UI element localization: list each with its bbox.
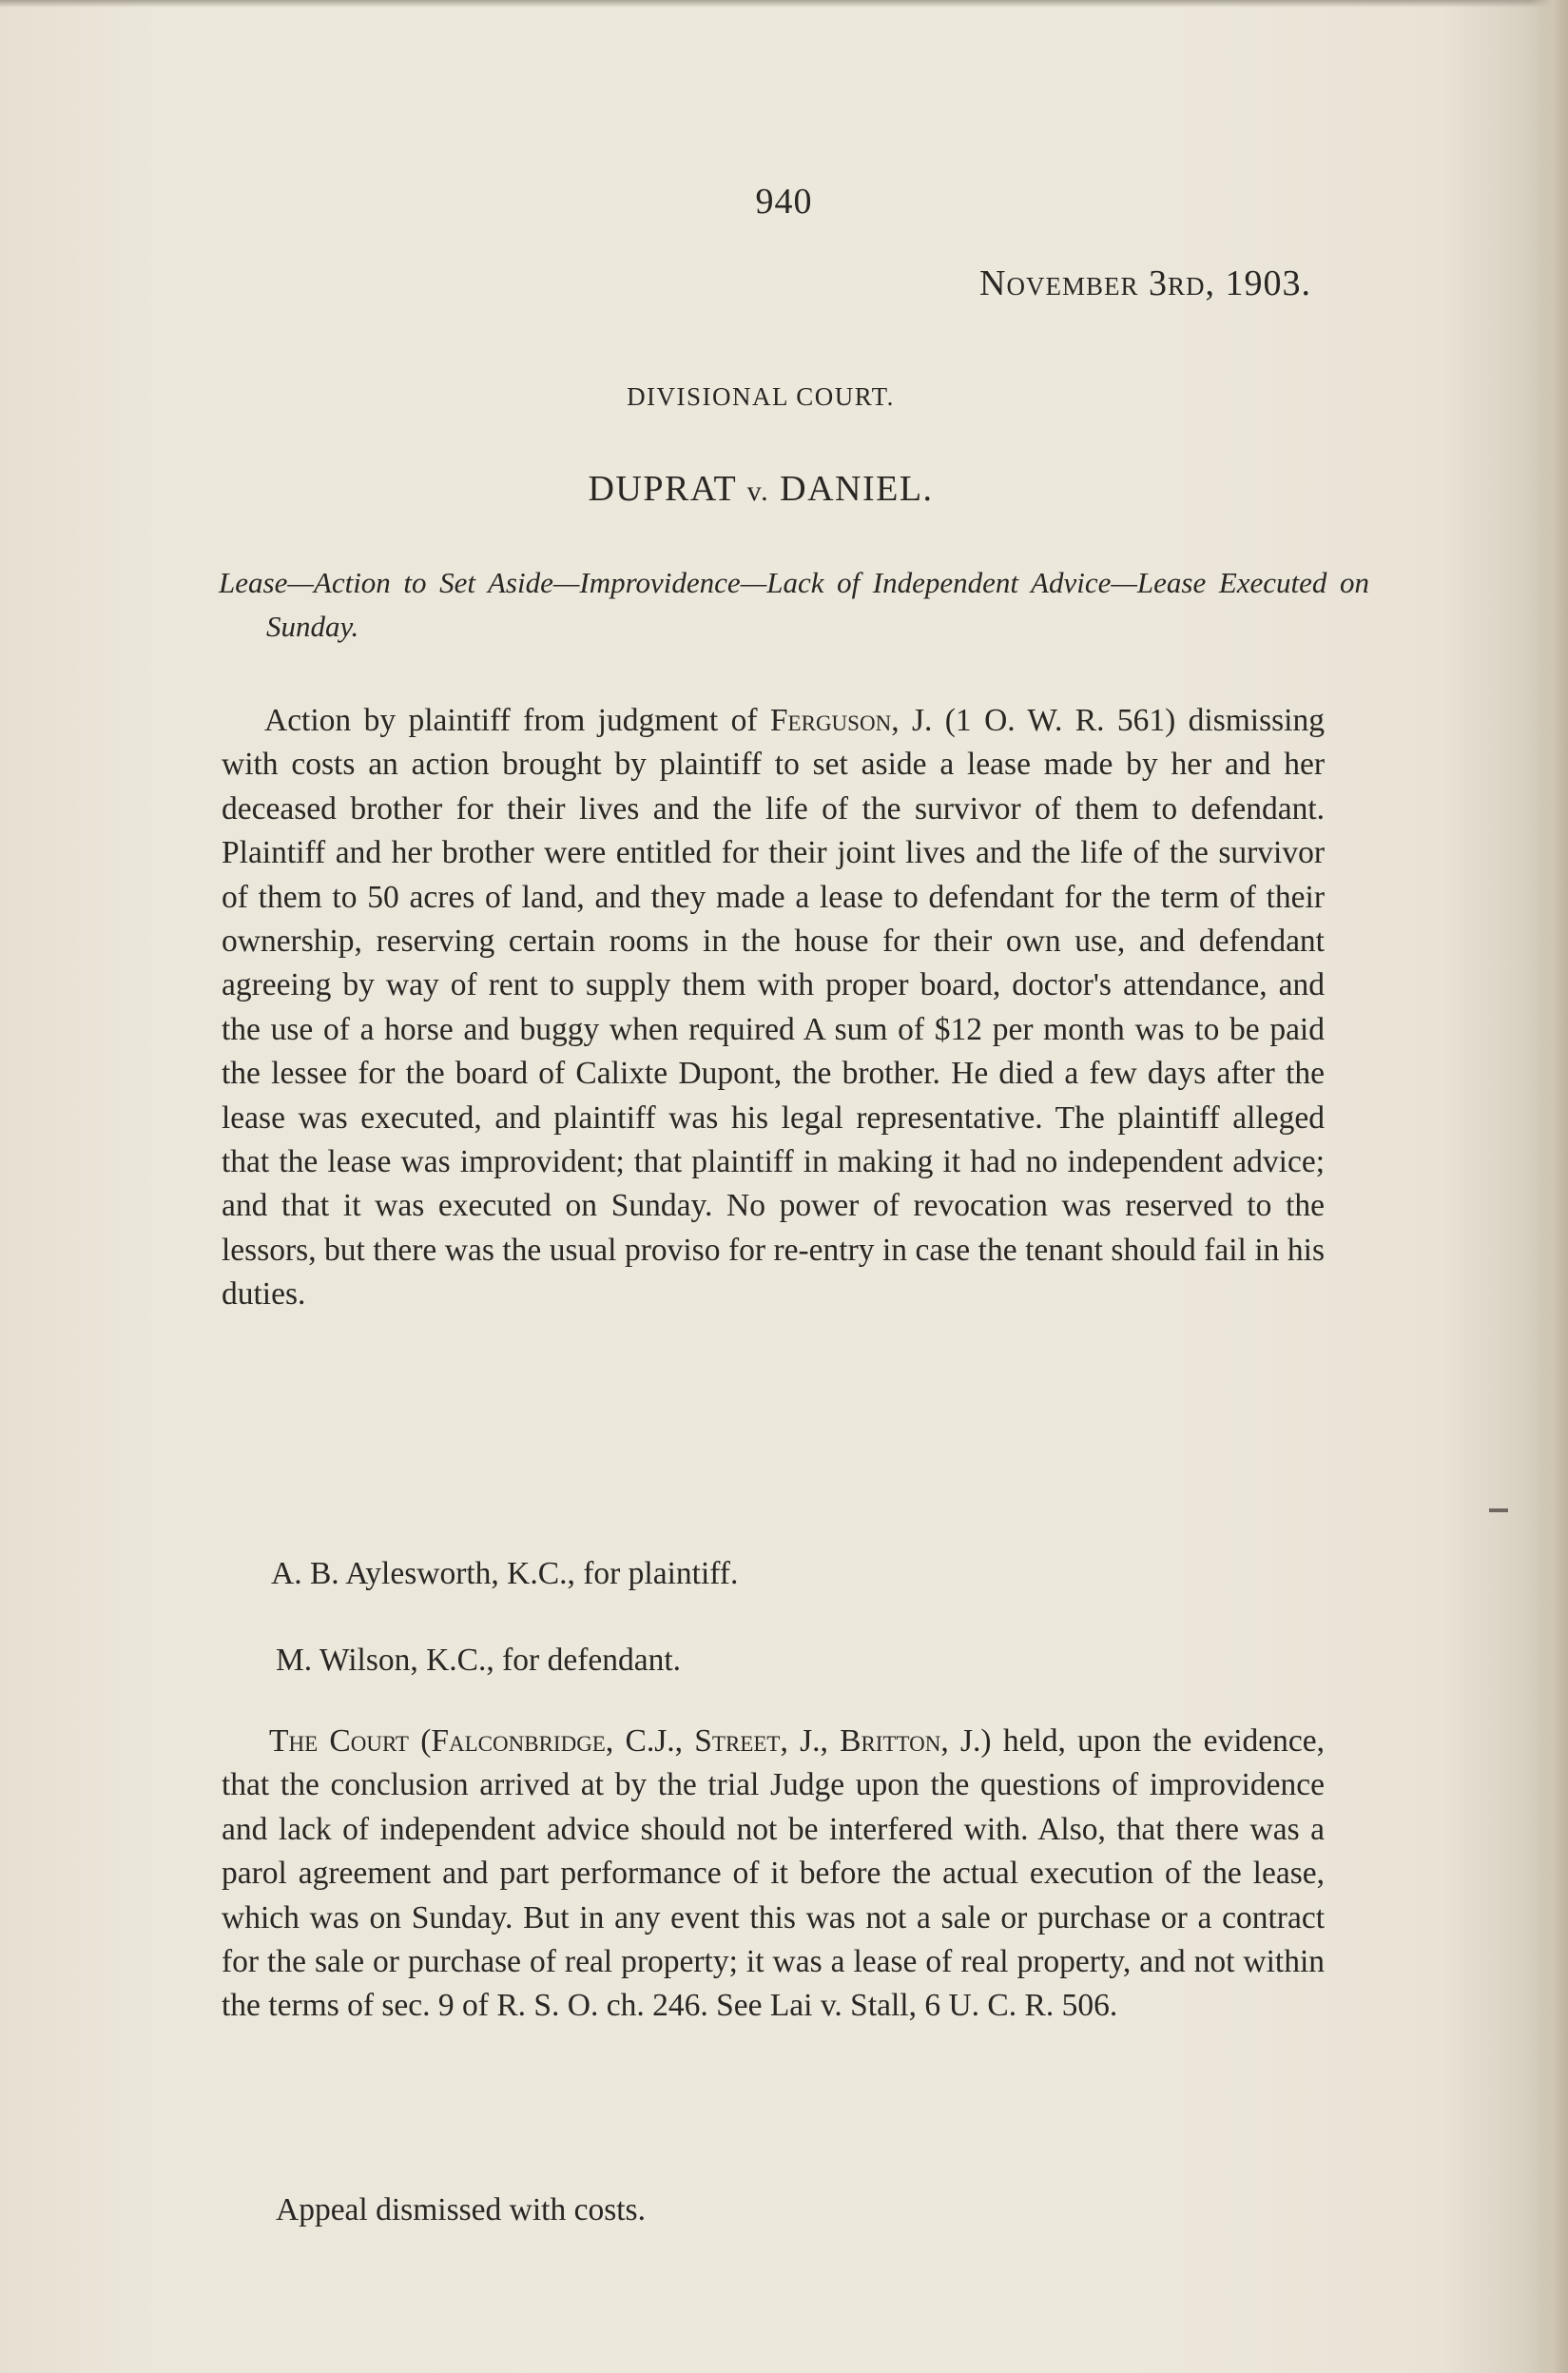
decision-date: November 3rd, 1903.: [979, 263, 1311, 303]
court-holding-text: , J.) held, upon the evidence, that the conclusion arrived at by the trial Judge upon the questions of improvidence and lack of independent advice should not be interfered with. Also, that there was a parol agreement and part performance of it before the actual execution of the lease, which was on Sunday. But in any event this was not a sale or purchase or a contract for the sale or purchase of real property; it was a lease of real property, and not within the terms of sec. 9 of R. S. O. ch. 246. See Lai v. Stall, 6 U. C. R. 506.: [222, 1723, 1326, 2024]
case-title: [0, 468, 1521, 510]
judge-britton: Britton: [840, 1723, 941, 1759]
page-binding-edge: [1530, 0, 1568, 2373]
judge-separator-2: , J.,: [780, 1723, 841, 1759]
page-number: 940: [755, 182, 813, 222]
disposition: Appeal dismissed with costs.: [276, 2192, 646, 2227]
plaintiff-name: DUPRAT: [588, 469, 737, 509]
headnote: Lease—Action to Set Aside—Improvidence—Lack of Independent Advice—Lease Executed on Sunday.: [219, 566, 1369, 643]
court-paragraph: [222, 1720, 1325, 2029]
court-name: DIVISIONAL COURT.: [627, 382, 895, 411]
paren-open: (: [408, 1723, 432, 1759]
action-text-body: , J. (1 O. W. R. 561) dismissing with costs an action brought by plaintiff to set aside a lease made by her and her deceased brother for their lives and the life of the survivor of them to defendant. Plaintiff and her brother were entitled for their joint lives and the life of the survivor of them to 50 acres of land, and they made a lease to defendant for the term of their ownership, reserving certain rooms in the house for their own use, and defendant agreeing by way of rent to supply them with proper board, doctor's attendance, and the use of a horse and buggy when required A sum of $12 per month was to be paid the lessee for the board of Calixte Dupont, the brother. He died a few days after the lease was executed, and plaintiff was his legal representative. The plaintiff alleged that the lease was improvident; that plaintiff in making it had no independent advice; and that it was executed on Sunday. No power of revocation was reserved to the lessors, but there was the usual proviso for re-entry in case the tenant should fail in his duties.: [222, 703, 1325, 1313]
trial-judge-name: Ferguson: [769, 703, 892, 738]
action-paragraph: [222, 699, 1325, 1317]
action-text-start: Action by plaintiff from judgment of: [264, 703, 770, 738]
court-label: The Court: [269, 1723, 409, 1759]
judge-falconbridge: Falconbridge: [431, 1723, 606, 1759]
page-top-shadow: [0, 0, 1568, 8]
margin-ink-mark: [1489, 1508, 1508, 1512]
judge-separator-1: , C.J.,: [605, 1723, 695, 1759]
counsel-plaintiff: A. B. Aylesworth, K.C., for plaintiff.: [271, 1556, 739, 1591]
defendant-name: DANIEL.: [780, 469, 934, 509]
counsel-defendant: M. Wilson, K.C., for defendant.: [276, 1643, 682, 1678]
versus: v.: [746, 476, 770, 507]
judge-street: Street: [694, 1723, 781, 1759]
